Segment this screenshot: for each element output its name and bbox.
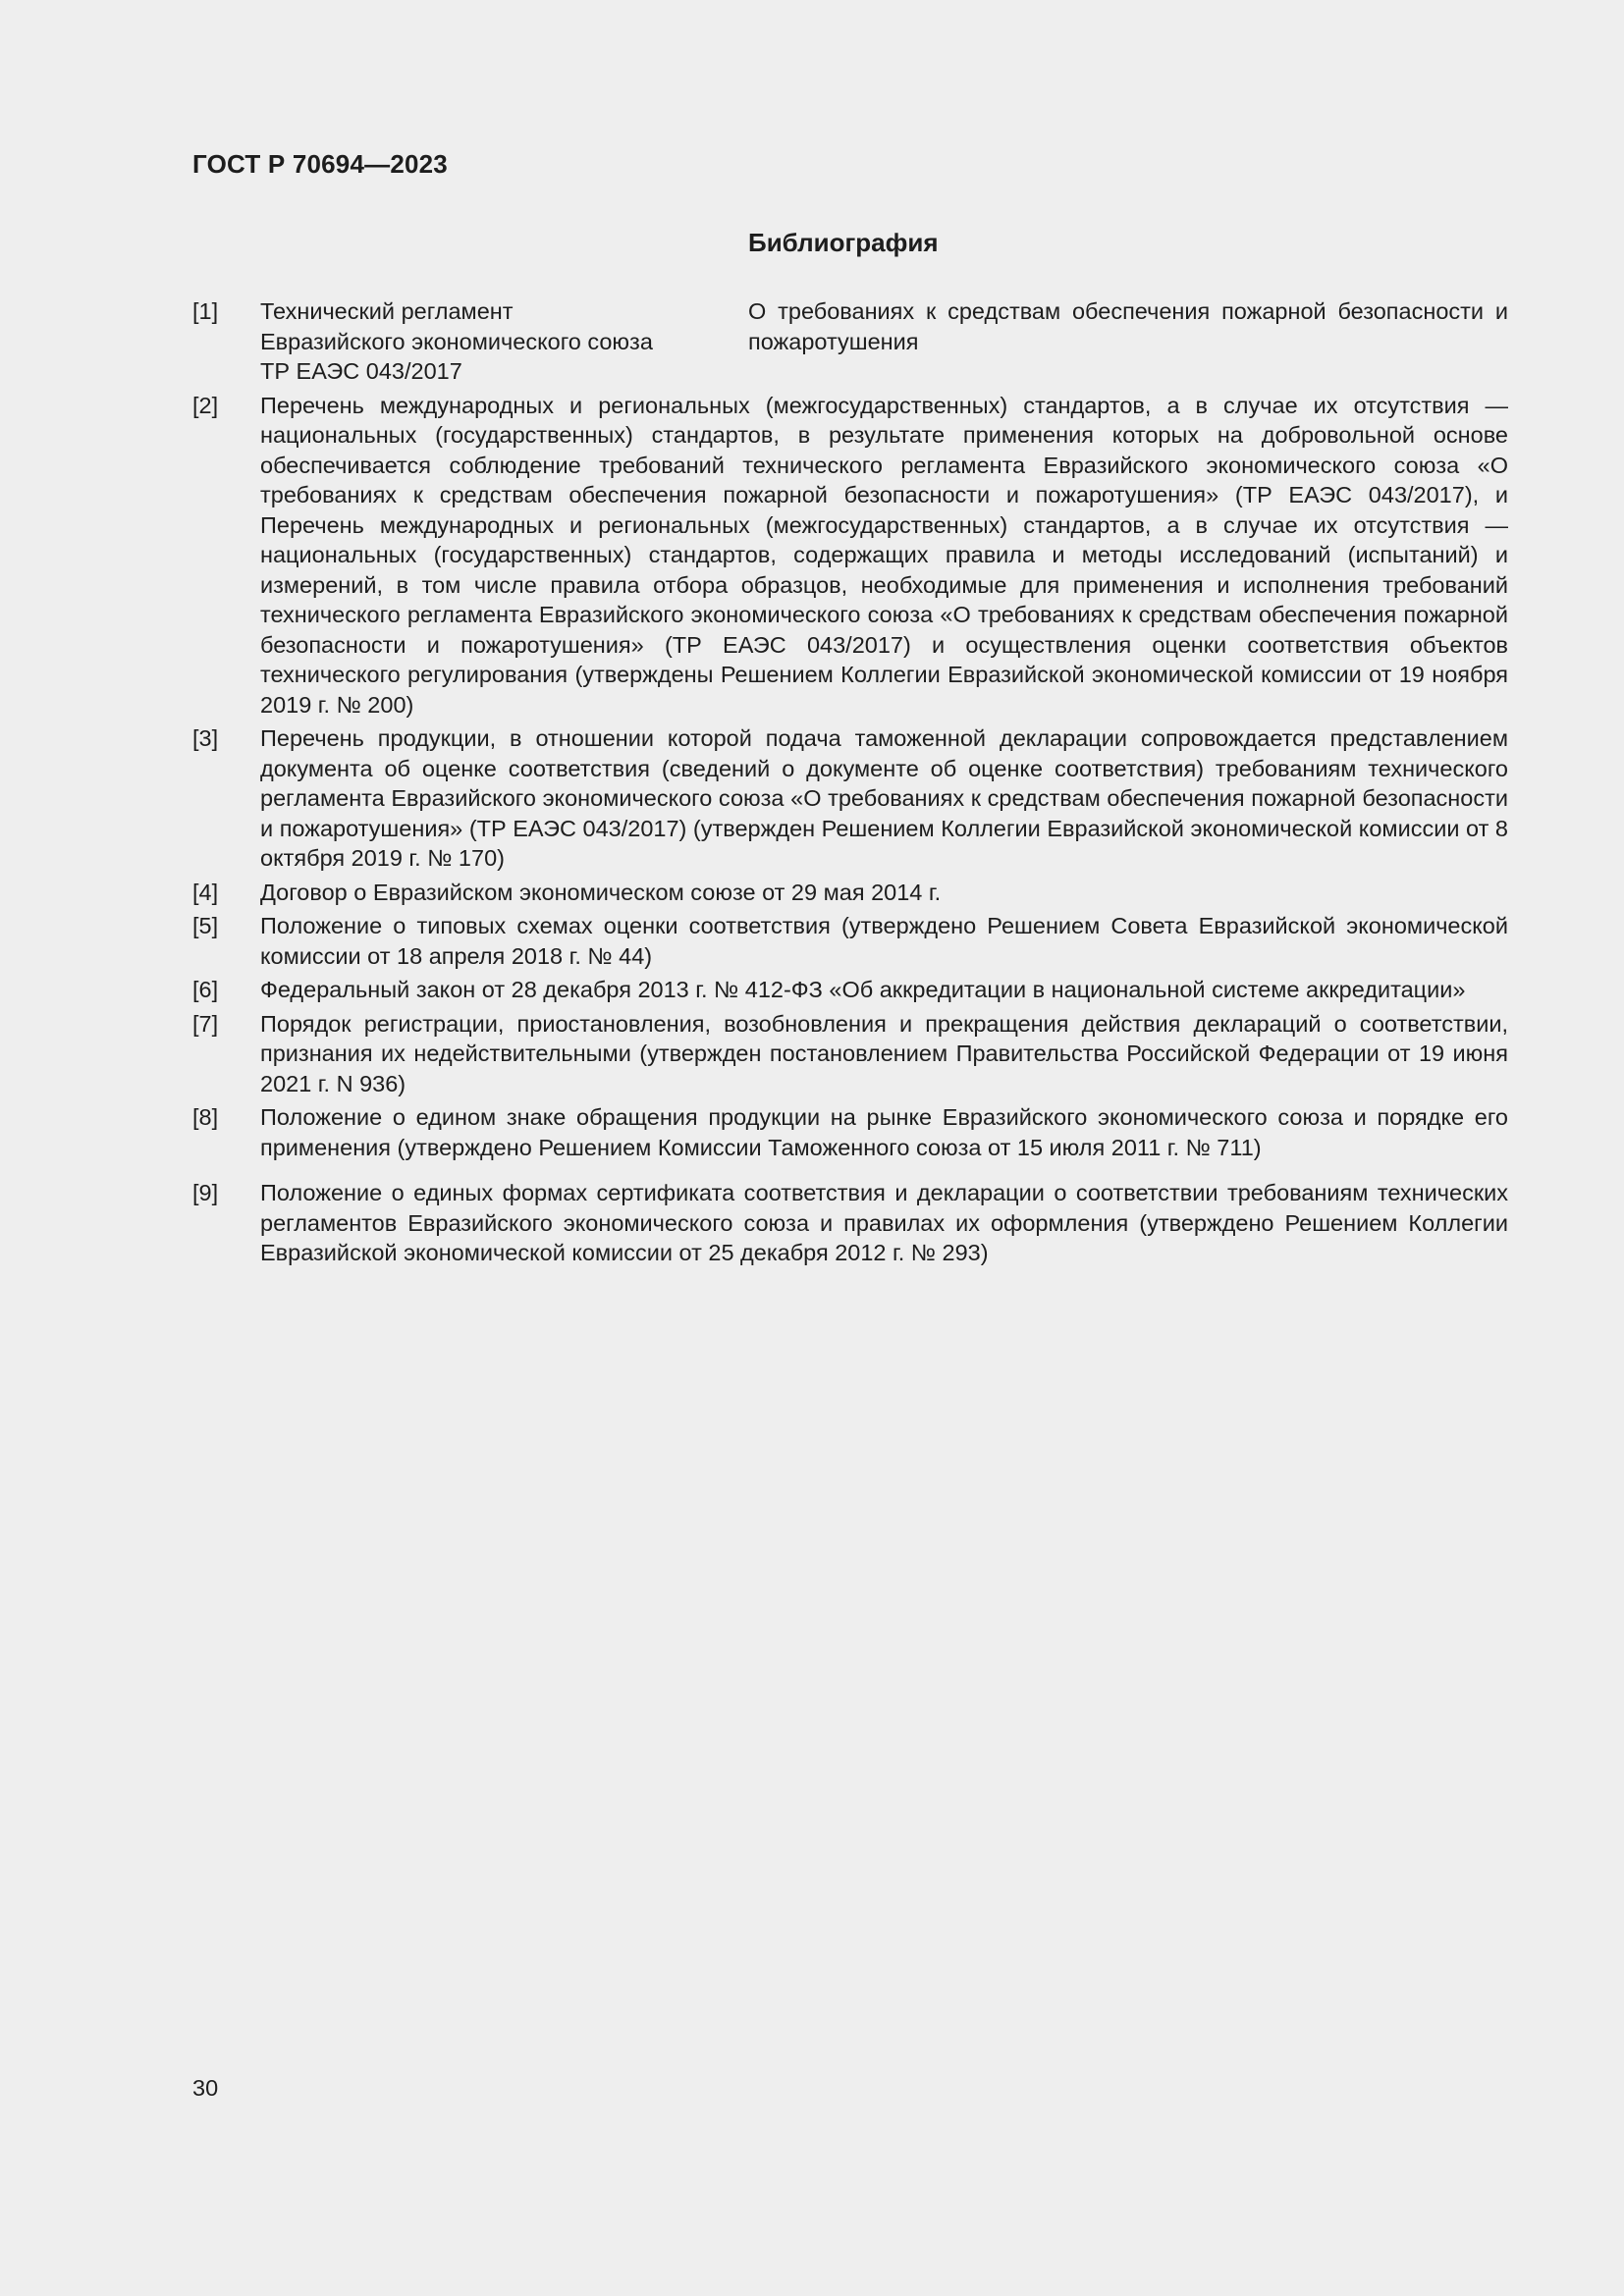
bibliography-item-8 <box>192 1102 1508 1162</box>
bibliography-item-3 <box>192 723 1508 874</box>
bibliography-item-text: Положение о типовых схемах оценки соответствия (утверждено Решением Совета Евразийской экономической комиссии от 18 апреля 2018 г. № 44) <box>260 913 1508 969</box>
page-number: 30 <box>192 2075 219 2101</box>
bibliography-item-text: Положение о едином знаке обращения продукции на рынке Евразийского экономического союза и порядке его применения (утверждено Решением Комиссии Таможенного союза от 15 июля 2011 г. № 711) <box>260 1104 1508 1160</box>
bibliography-item-text: Перечень международных и региональных (межгосударственных) стандартов, а в случае их отсутствия — национальных (государственных) стандартов, в результате применения которых на добровольной основе обеспечивается соблюдение требований технического регламента Евразийского экономического союза «О требованиях к средствам обеспечения пожарной безопасности и пожаротушения» (ТР ЕАЭС 043/2017), и Перечень международных и региональных (межгосударственных) стандартов, а в случае их отсутствия — национальных (государственных) стандартов, содержащих правила и методы исследований (испытаний) и измерений, в том числе правила отбора образцов, необходимые для применения и исполнения требований технического регламента Евразийского экономического союза «О требованиях к средствам обеспечения пожарной безопасности и пожаротушения» (ТР ЕАЭС 043/2017) и осуществления оценки соответствия объектов технического регулирования (утверждены Решением Коллегии Евразийской экономической комиссии от 19 ноября 2019 г. № 200) <box>260 392 1508 718</box>
document-standard-code: ГОСТ Р 70694—2023 <box>192 149 448 179</box>
regulation-designation-line: ТР ЕАЭС 043/2017 <box>260 358 462 384</box>
bibliography-item-text: Перечень продукции, в отношении которой подача таможенной декларации сопровождается представлением документа об оценке соответствия (сведений о документе об оценке соответствия) требованиям технического регламента Евразийского экономического союза «О требованиях к средствам обеспечения пожарной безопасности и пожаротушения» (ТР ЕАЭС 043/2017) (утвержден Решением Коллегии Евразийской экономической комиссии от 8 октября 2019 г. № 170) <box>260 725 1508 871</box>
regulation-title: О требованиях к средствам обеспечения пожарной безопасности и пожаротушения <box>748 298 1508 354</box>
bibliography-list <box>192 296 1508 1272</box>
bibliography-item-number: [4] <box>192 879 219 905</box>
bibliography-title: Библиография <box>748 228 939 257</box>
bibliography-item-text: Федеральный закон от 28 декабря 2013 г. № 412-ФЗ «Об аккредитации в национальной системе аккредитации» <box>260 977 1466 1002</box>
bibliography-item-7 <box>192 1009 1508 1099</box>
bibliography-item-9 <box>192 1178 1508 1268</box>
regulation-designation-line: Евразийского экономического союза <box>260 328 653 354</box>
bibliography-item-text: Порядок регистрации, приостановления, возобновления и прекращения действия деклараций о соответствии, признания их недействительными (утвержден постановлением Правительства Российской Федерации от 19 июня 2021 г. N 936) <box>260 1010 1508 1096</box>
bibliography-item-5 <box>192 911 1508 971</box>
bibliography-item-number: [6] <box>192 977 219 1002</box>
bibliography-item-text: Договор о Евразийском экономическом союзе от 29 мая 2014 г. <box>260 879 942 905</box>
bibliography-item-number: [3] <box>192 725 219 751</box>
bibliography-item-6 <box>192 975 1508 1005</box>
bibliography-item-number: [9] <box>192 1180 219 1205</box>
bibliography-item-4 <box>192 878 1508 908</box>
regulation-designation <box>260 296 748 387</box>
bibliography-item-number: [5] <box>192 913 219 938</box>
bibliography-item-2 <box>192 391 1508 721</box>
bibliography-item-number: [1] <box>192 298 219 324</box>
bibliography-item-number: [8] <box>192 1104 219 1130</box>
bibliography-item-number: [7] <box>192 1010 219 1037</box>
bibliography-item-number: [2] <box>192 392 219 418</box>
bibliography-item-1 <box>192 296 1508 387</box>
bibliography-item-body <box>260 296 1508 387</box>
bibliography-item-text: Положение о единых формах сертификата соответствия и декларации о соответствии требованиям технических регламентов Евразийского экономического союза и правилах их оформления (утверждено Решением Коллегии Евразийской экономической комиссии от 25 декабря 2012 г. № 293) <box>260 1180 1508 1265</box>
regulation-designation-line: Технический регламент <box>260 298 514 324</box>
